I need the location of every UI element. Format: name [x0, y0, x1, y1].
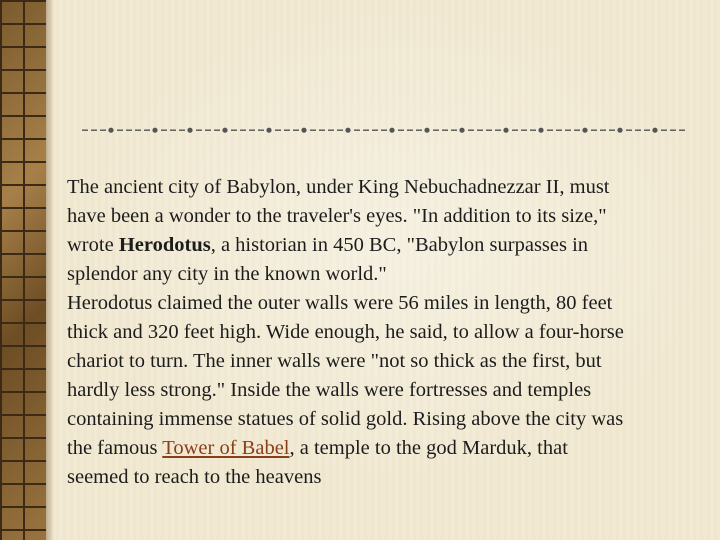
divider-dash [670, 130, 676, 131]
divider-dot [389, 128, 394, 133]
divider-dash [91, 130, 97, 131]
divider-dash [626, 130, 632, 131]
divider-dash [433, 130, 439, 131]
divider-dash [486, 130, 492, 131]
divider-dash [337, 130, 343, 131]
divider-dash [117, 130, 123, 131]
divider-dot [459, 128, 464, 133]
divider-dash [170, 130, 176, 131]
divider-dash [609, 130, 615, 131]
divider-dash [565, 130, 571, 131]
text-line: splendor any city in the known world." [67, 263, 387, 285]
divider-dash [398, 130, 404, 131]
divider-dash [258, 130, 264, 131]
divider-dash [661, 130, 667, 131]
divider-dash [126, 130, 132, 131]
divider-dot [538, 128, 543, 133]
text-segment: wrote [67, 234, 119, 256]
divider-dash [600, 130, 606, 131]
divider-dash [442, 130, 448, 131]
divider-dash [249, 130, 255, 131]
tower-of-babel-link[interactable]: Tower of Babel [162, 437, 290, 459]
divider-dash [328, 130, 334, 131]
divider-dash [635, 130, 641, 131]
paragraph-babylon-wonder [67, 173, 720, 289]
divider-dot [222, 128, 227, 133]
text-segment: , a historian in 450 BC, "Babylon surpasses in [210, 234, 589, 256]
divider-dash [381, 130, 387, 131]
divider-dot [187, 128, 192, 133]
text-line [67, 437, 568, 459]
divider-dash [547, 130, 553, 131]
text-line: thick and 320 feet high. Wide enough, he said, to allow a four-horse [67, 321, 624, 343]
text-line: chariot to turn. The inner walls were "not so thick as the first, but [67, 350, 602, 372]
divider-dash [495, 130, 501, 131]
text-line: have been a wonder to the traveler's eyes. "In addition to its size," [67, 205, 607, 227]
divider-dot [582, 128, 587, 133]
divider-dash [205, 130, 211, 131]
divider-dash [231, 130, 237, 131]
divider-dash [679, 130, 685, 131]
divider-dash [416, 130, 422, 131]
divider-dot [108, 128, 113, 133]
divider-dash [240, 130, 246, 131]
decorative-divider [82, 122, 702, 138]
divider-dot [503, 128, 508, 133]
text-line: Herodotus claimed the outer walls were 56 miles in length, 80 feet [67, 292, 613, 314]
divider-dash [214, 130, 220, 131]
divider-dash [179, 130, 185, 131]
divider-dash [363, 130, 369, 131]
divider-dash [372, 130, 378, 131]
body-text [67, 173, 720, 492]
text-segment: the famous [67, 437, 163, 459]
decorative-left-border [0, 0, 46, 540]
text-line: hardly less strong." Inside the walls were fortresses and temples [67, 379, 592, 401]
text-line [67, 234, 588, 256]
divider-dash [100, 130, 106, 131]
divider-dot [652, 128, 657, 133]
divider-dash [556, 130, 562, 131]
divider-dot [424, 128, 429, 133]
divider-dash [477, 130, 483, 131]
text-line: containing immense statues of solid gold. Rising above the city was [67, 408, 624, 430]
divider-dash [196, 130, 202, 131]
divider-dash [512, 130, 518, 131]
divider-dash [293, 130, 299, 131]
divider-dot [152, 128, 157, 133]
divider-dot [266, 128, 271, 133]
divider-dash [591, 130, 597, 131]
divider-dash [530, 130, 536, 131]
text-line: The ancient city of Babylon, under King Nebuchadnezzar II, must [67, 176, 610, 198]
divider-dash [310, 130, 316, 131]
divider-dash [82, 130, 88, 131]
divider-dash [144, 130, 150, 131]
divider-dash [644, 130, 650, 131]
divider-dash [468, 130, 474, 131]
text-line: seemed to reach to the heavens [67, 466, 322, 488]
divider-dot [617, 128, 622, 133]
divider-dash [521, 130, 527, 131]
divider-dot [301, 128, 306, 133]
text-segment: , a temple to the god Marduk, that [289, 437, 568, 459]
divider-dash [161, 130, 167, 131]
divider-dash [451, 130, 457, 131]
divider-dash [574, 130, 580, 131]
divider-dash [284, 130, 290, 131]
divider-dash [407, 130, 413, 131]
divider-dash [275, 130, 281, 131]
divider-dash [354, 130, 360, 131]
border-shadow [46, 0, 54, 540]
divider-dash [135, 130, 141, 131]
paragraph-walls [67, 289, 720, 492]
divider-dot [345, 128, 350, 133]
herodotus-bold: Herodotus [118, 234, 211, 256]
divider-dash [319, 130, 325, 131]
